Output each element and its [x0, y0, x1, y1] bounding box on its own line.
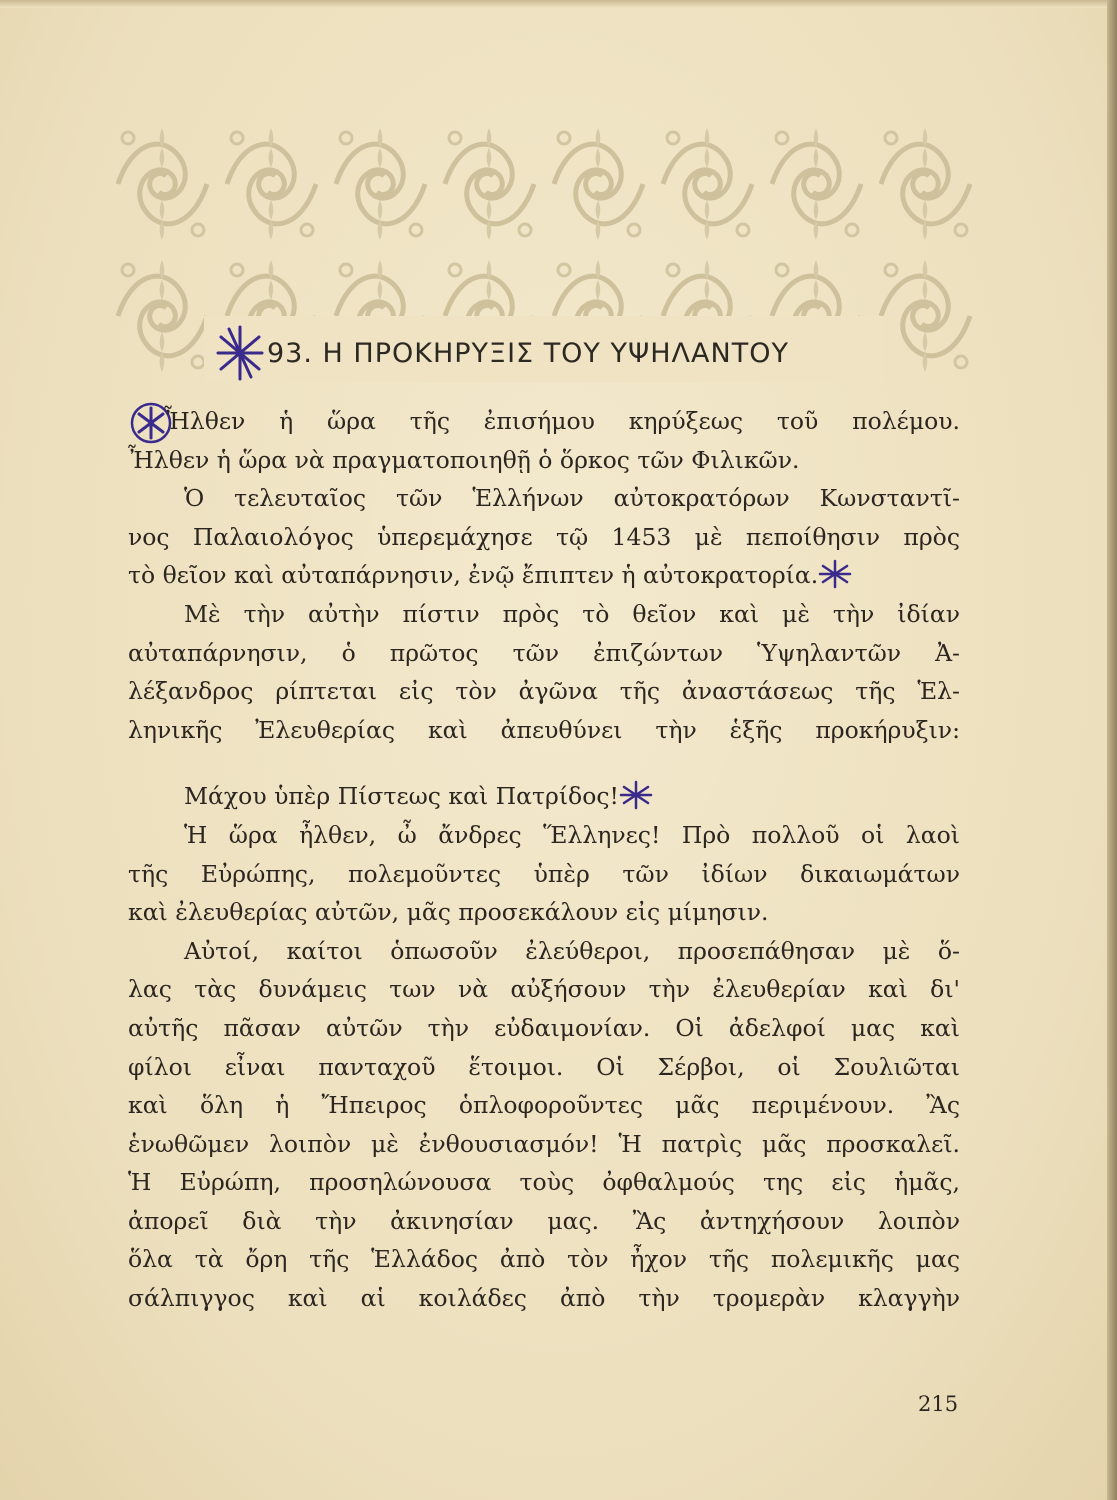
text-line: σάλπιγγος καὶ αἱ κοιλάδες ἀπὸ τὴν τρομερὰν κλαγγὴν — [128, 1284, 960, 1313]
text-line: ὅλα τὰ ὄρη τῆς Ἑλλάδος ἀπὸ τὸν ἦχον τῆς πολεμικῆς μας — [128, 1245, 960, 1274]
text-line: λας τὰς δυνάμεις των νὰ αὐξήσουν τὴν ἐλευθερίαν καὶ δι' — [128, 975, 960, 1004]
text-line: Ἡ ὥρα ἦλθεν, ὦ ἄνδρες Ἕλληνες! Πρὸ πολλοῦ οἱ λαοὶ — [184, 820, 960, 849]
text-line: αὐτῆς πᾶσαν αὐτῶν τὴν εὐδαιμονίαν. Οἱ ἀδελφοί μας καὶ — [128, 1013, 960, 1042]
text-line: καὶ ἐλευθερίας αὐτῶν, μᾶς προσεκάλουν εἰς μίμησιν. — [128, 898, 769, 927]
text-line-content: τὸ θεῖον καὶ αὐταπάρνησιν, ἐνῷ ἔπιπτεν ἡ αὐτοκρατορία. — [128, 561, 819, 590]
text-line: φίλοι εἶναι πανταχοῦ ἕτοιμοι. Οἱ Σέρβοι, οἱ Σουλιῶται — [128, 1052, 960, 1081]
text-line: αὐταπάρνησιν, ὁ πρῶτος τῶν ἐπιζώντων Ὑψηλαντῶν Ἀ- — [128, 638, 960, 667]
text-line: τῆς Εὐρώπης, πολεμοῦντες ὑπὲρ τῶν ἰδίων δικαιωμάτων — [128, 859, 960, 888]
text-line: καὶ ὅλη ἡ Ἤπειρος ὁπλοφοροῦντες μᾶς περιμένουν. Ἂς — [128, 1091, 960, 1120]
ink-star-mark-icon — [818, 559, 852, 589]
ink-star-mark-icon — [215, 323, 265, 383]
text-line: Ἡ Εὐρώπη, προσηλώνουσα τοὺς ὀφθαλμούς της εἰς ἡμᾶς, — [128, 1168, 960, 1197]
text-line: λέξανδρος ρίπτεται εἰς τὸν ἀγῶνα τῆς ἀναστάσεως τῆς Ἑλ- — [128, 677, 960, 706]
ink-star-mark-icon — [619, 780, 653, 810]
page-number: 215 — [918, 1392, 959, 1416]
text-line: ἀπορεῖ διὰ τὴν ἀκινησίαν μας. Ἂς ἀντηχήσουν λοιπὸν — [128, 1206, 960, 1235]
text-line: Ἦλθεν ἡ ὥρα τῆς ἐπισήμου κηρύξεως τοῦ πολέμου. — [164, 407, 960, 435]
chapter-heading — [215, 323, 895, 383]
page-top-edge — [0, 0, 1117, 8]
text-line: ἑνωθῶμεν λοιπὸν μὲ ἐνθουσιασμόν! Ἡ πατρὶς μᾶς προσκαλεῖ. — [128, 1129, 960, 1158]
text-line: Ἦλθεν ἡ ὥρα νὰ πραγματοποιηθῇ ὁ ὅρκος τῶν Φιλικῶν. — [128, 445, 800, 474]
text-line: Αὐτοί, καίτοι ὁπωσοῦν ἐλεύθεροι, προσεπάθησαν μὲ ὅ- — [184, 936, 960, 965]
text-line: Ὁ τελευταῖος τῶν Ἑλλήνων αὐτοκρατόρων Κωνσταντῖ- — [184, 484, 960, 513]
page-right-edge — [1107, 0, 1117, 1500]
proclamation-title — [128, 777, 960, 816]
text-line: Μὲ τὴν αὐτὴν πίστιν πρὸς τὸ θεῖον καὶ μὲ τὴν ἰδίαν — [184, 599, 960, 628]
chapter-title: 93. Η ΠΡΟΚΗΡΥΞΙΣ ΤΟΥ ΥΨΗΛΑΝΤΟΥ — [267, 337, 789, 369]
text-line-content: Μάχου ὑπὲρ Πίστεως καὶ Πατρίδος! — [184, 782, 619, 811]
text-line: ληνικῆς Ἐλευθερίας καὶ ἀπευθύνει τὴν ἑξῆς προκήρυξιν: — [128, 715, 960, 744]
text-line: νος Παλαιολόγος ὑπερεμάχησε τῷ 1453 μὲ πεποίθησιν πρὸς — [128, 522, 960, 551]
text-line — [128, 556, 960, 595]
body-text — [128, 402, 960, 1318]
